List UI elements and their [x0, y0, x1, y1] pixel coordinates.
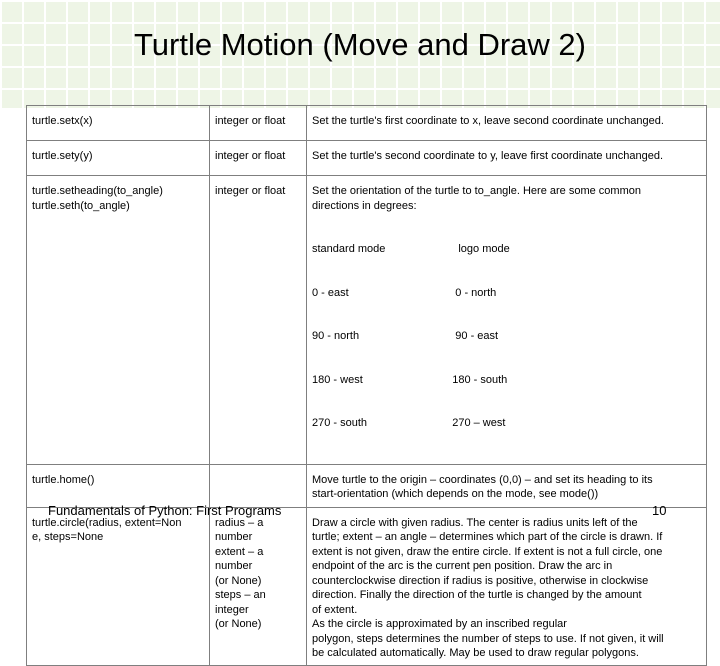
description-text: Move turtle to the origin – coordinates (0,0) – and set its heading to its	[312, 473, 653, 486]
description-text: Set the turtle's second coordinate to y, leave first coordinate unchanged.	[312, 150, 664, 162]
table-row-setx	[27, 106, 707, 141]
description-text: of extent.	[312, 603, 358, 616]
type-text: integer or float	[215, 150, 286, 162]
heading-modes	[312, 213, 701, 460]
description-cell	[307, 507, 707, 665]
standard-mode-column	[312, 213, 440, 460]
description-text: Draw a circle with given radius. The center is radius units left of the	[312, 516, 638, 529]
method-cell	[27, 464, 210, 507]
mode-text: 0 - east	[312, 286, 349, 299]
method-cell	[27, 176, 210, 465]
page-number: 10	[652, 503, 667, 518]
mode-text: 0 - north	[440, 286, 497, 299]
mode-text: 90 - north	[312, 330, 360, 342]
mode-text: 180 - south	[440, 373, 508, 386]
method-text: turtle.circle(radius, extent=Non	[32, 516, 182, 529]
type-cell	[210, 464, 307, 507]
logo-mode-column	[440, 213, 510, 460]
table-row-sety	[27, 141, 707, 176]
method-text: turtle.setheading(to_angle)	[32, 185, 163, 197]
method-text: turtle.setx(x)	[32, 115, 93, 127]
description-text: be calculated automatically. May be used to draw regular polygons.	[312, 647, 639, 659]
mode-text: 90 - east	[440, 330, 499, 342]
type-text: integer	[215, 603, 249, 616]
slide-footer: Fundamentals of Python: First Programs	[48, 503, 282, 518]
table-row-home	[27, 464, 707, 507]
method-cell	[27, 141, 210, 176]
description-text: polygon, steps determines the number of steps to use. If not given, it will	[312, 632, 664, 645]
description-text: turtle; extent – an angle – determines which part of the circle is drawn. If	[312, 531, 663, 543]
type-text: number	[215, 560, 253, 572]
type-text: steps – an	[215, 589, 266, 601]
description-text: counterclockwise direction if radius is positive, otherwise in clockwise	[312, 574, 649, 587]
description-text: direction. Finally the direction of the turtle is changed by the amount	[312, 589, 642, 601]
type-text: (or None)	[215, 618, 262, 630]
type-text: (or None)	[215, 574, 262, 587]
mode-text: standard mode	[312, 243, 386, 255]
description-text: endpoint of the arc is the current pen position. Draw the arc in	[312, 560, 613, 572]
method-text: turtle.seth(to_angle)	[32, 199, 130, 212]
description-text: start-orientation (which depends on the mode, see mode())	[312, 488, 599, 500]
mode-text: logo mode	[440, 243, 510, 255]
type-text: integer or float	[215, 185, 286, 197]
method-text: turtle.sety(y)	[32, 150, 93, 162]
type-text: integer or float	[215, 115, 286, 127]
slide-title: Turtle Motion (Move and Draw 2)	[134, 27, 586, 62]
description-cell	[307, 176, 707, 465]
description-cell	[307, 106, 707, 141]
type-cell	[210, 176, 307, 465]
table-row-setheading	[27, 176, 707, 465]
type-text: extent – a	[215, 545, 264, 558]
description-cell	[307, 464, 707, 507]
type-cell	[210, 141, 307, 176]
mode-text: 270 – west	[440, 417, 506, 429]
method-text: turtle.home()	[32, 473, 95, 486]
method-cell	[27, 507, 210, 665]
method-cell	[27, 106, 210, 141]
description-cell	[307, 141, 707, 176]
description-text: directions in degrees:	[312, 199, 417, 212]
turtle-methods-table	[26, 105, 707, 666]
mode-text: 270 - south	[312, 417, 368, 429]
type-cell	[210, 507, 307, 665]
description-text: Set the turtle's first coordinate to x, leave second coordinate unchanged.	[312, 115, 664, 127]
mode-text: 180 - west	[312, 373, 363, 386]
description-text: Set the orientation of the turtle to to_angle. Here are some common	[312, 185, 641, 197]
table-row-circle	[27, 507, 707, 665]
type-text: radius – a	[215, 516, 264, 529]
method-text: e, steps=None	[32, 531, 104, 543]
description-text: As the circle is approximated by an inscribed regular	[312, 618, 567, 630]
type-text: number	[215, 531, 253, 543]
description-text: extent is not given, draw the entire circle. If extent is not a full circle, one	[312, 545, 663, 558]
type-cell	[210, 106, 307, 141]
